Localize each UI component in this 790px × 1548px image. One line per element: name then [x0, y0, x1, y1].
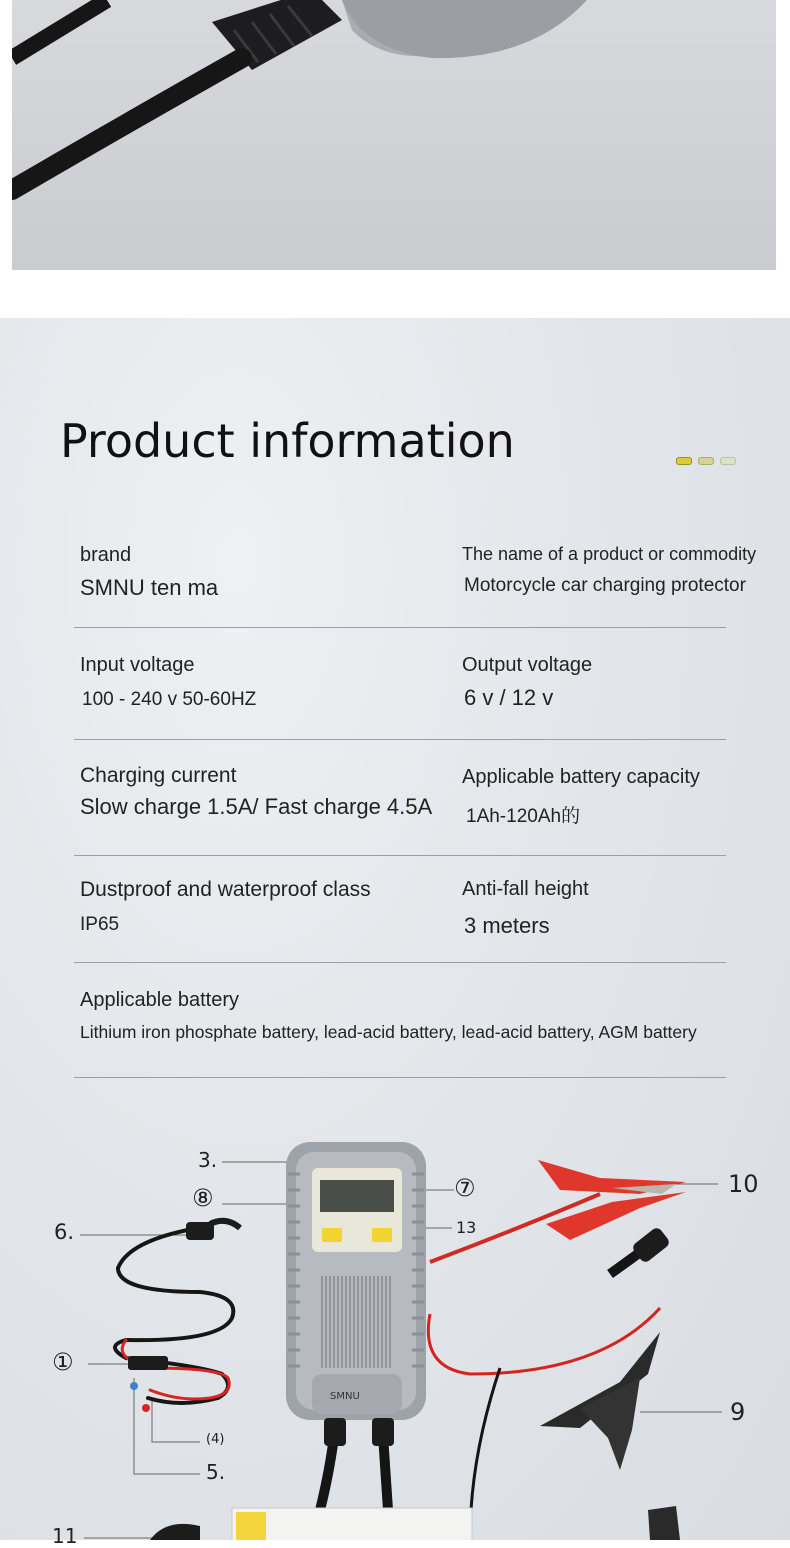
callout-7: ⑦ — [454, 1174, 476, 1202]
callout-6: 6. — [54, 1220, 75, 1244]
input-voltage-label: Input voltage — [80, 654, 195, 676]
callout-1: ① — [52, 1348, 74, 1376]
charging-current-label: Charging current — [80, 764, 237, 787]
anti-fall-value: 3 meters — [464, 913, 550, 938]
brand-label: brand — [80, 544, 132, 566]
battery-type-cell — [80, 989, 697, 1043]
battery-capacity-cell — [462, 766, 700, 828]
product-name-cell — [462, 544, 756, 597]
battery-type-value: Lithium iron phosphate battery, lead-acid battery, lead-acid battery, AGM battery — [80, 1022, 697, 1042]
product-name-value: Motorcycle car charging protector — [464, 575, 746, 596]
callout-10: 10 — [728, 1170, 759, 1198]
battery-capacity-value: 1Ah-120Ah的 — [466, 806, 581, 827]
section-title: Product information — [60, 414, 515, 468]
input-voltage-value: 100 - 240 v 50-60HZ — [82, 689, 257, 710]
info-row-current — [74, 740, 726, 856]
product-parts-diagram — [0, 1078, 790, 1548]
ip-class-value: IP65 — [80, 914, 120, 935]
charging-current-value: Slow charge 1.5A/ Fast charge 4.5A — [80, 794, 433, 819]
info-row-protection — [74, 856, 726, 963]
callout-9: 9 — [730, 1398, 746, 1426]
indicator-dot — [698, 457, 714, 465]
info-row-brand — [74, 518, 757, 628]
anti-fall-cell — [462, 878, 589, 939]
output-voltage-cell — [462, 654, 592, 711]
ip-class-cell — [80, 878, 371, 936]
product-name-label: The name of a product or commodity — [462, 544, 757, 564]
anti-fall-label: Anti-fall height — [462, 878, 589, 900]
charger-kit-illustration — [0, 1078, 790, 1540]
info-row-battery-type — [74, 963, 726, 1078]
device-brand-label: SMNU — [330, 1391, 360, 1402]
brand-cell — [80, 544, 218, 601]
callout-11: 11 — [52, 1524, 78, 1548]
battery-capacity-label: Applicable battery capacity — [462, 766, 700, 788]
indicator-dot — [676, 457, 692, 465]
battery-type-label: Applicable battery — [80, 989, 239, 1011]
indicator-dot — [720, 457, 736, 465]
charging-current-cell — [80, 764, 432, 820]
info-row-voltage — [74, 628, 726, 740]
callout-4: (4) — [206, 1432, 225, 1447]
product-photo-top — [12, 0, 776, 270]
slide-indicator — [676, 457, 736, 465]
callout-3: 3. — [198, 1148, 218, 1172]
callout-8: ⑧ — [192, 1184, 214, 1212]
callout-13: 13 — [456, 1218, 477, 1237]
ip-class-label: Dustproof and waterproof class — [80, 878, 371, 901]
charger-cable-illustration — [12, 0, 776, 270]
output-voltage-value: 6 v / 12 v — [464, 685, 554, 710]
input-voltage-cell — [80, 654, 256, 711]
brand-value: SMNU ten ma — [80, 575, 219, 600]
output-voltage-label: Output voltage — [462, 654, 593, 676]
charger-device — [286, 1142, 426, 1420]
callout-5: 5. — [206, 1460, 226, 1484]
